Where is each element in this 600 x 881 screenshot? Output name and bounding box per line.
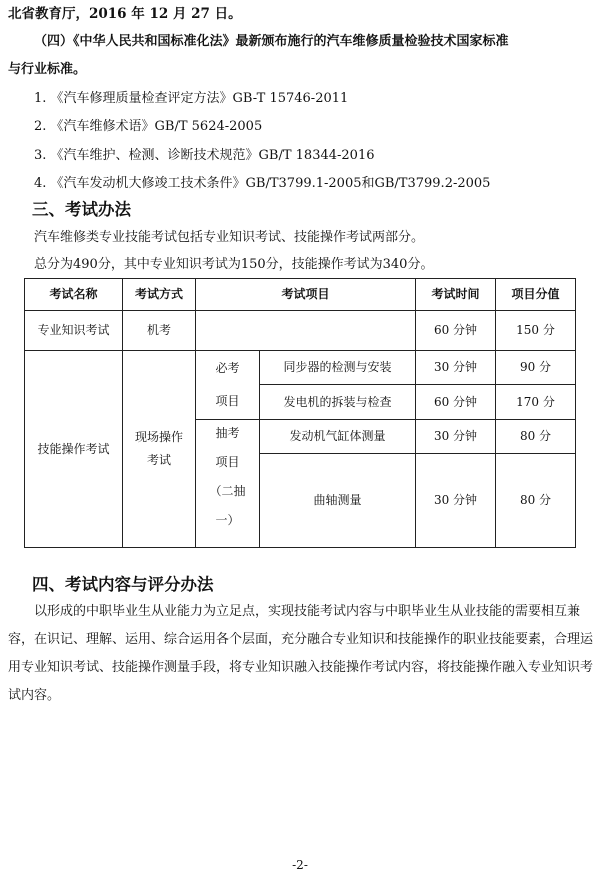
cell-item-3: 发动机气缸体测量 [260,420,416,454]
cell-item-4: 曲轴测量 [260,454,416,548]
cell-score-2: 170 分 [496,385,576,420]
section3-line2: 总分为490分，其中专业知识考试为150分，技能操作考试为340分。 [34,257,434,272]
cell-knowledge-item [196,311,416,351]
cell-score-1: 90 分 [496,351,576,385]
cell-time-1: 30 分钟 [416,351,496,385]
cell-item-1: 同步器的检测与安装 [260,351,416,385]
intro-line: 北省教育厅，2016 年 12 月 27 日。 [8,6,242,22]
cell-required-label [196,351,260,420]
cell-score-4: 80 分 [496,454,576,548]
table-row [25,351,576,385]
cell-elective-label [196,420,260,548]
cell-time-4: 30 分钟 [416,454,496,548]
section3-title: 三、考试办法 [32,200,131,219]
cell-knowledge-name: 专业知识考试 [25,311,123,351]
cell-knowledge-score: 150 分 [496,311,576,351]
elective-line3: （二抽 [209,484,246,498]
standard-item-1: 1. 《汽车修理质量检查评定方法》GB-T 15746-2011 [34,91,349,106]
standards-heading-line1: （四）《中华人民共和国标准化法》最新颁布施行的汽车维修质量检验技术国家标准 [34,34,509,49]
header-exam-method: 考试方式 [123,279,196,311]
cell-score-3: 80 分 [496,420,576,454]
cell-time-2: 60 分钟 [416,385,496,420]
exam-table [24,278,576,548]
cell-skill-name: 技能操作考试 [25,351,123,548]
cell-time-3: 30 分钟 [416,420,496,454]
standards-heading-line2: 与行业标准。 [8,62,87,77]
table-header-row [25,279,576,311]
standard-item-4: 4. 《汽车发动机大修竣工技术条件》GB/T3799.1-2005和GB/T3799.2-2005 [34,176,491,191]
table-row [25,311,576,351]
header-exam-time: 考试时间 [416,279,496,311]
section4-body: 以形成的中职毕业生从业能力为立足点，实现技能考试内容与中职毕业生从业技能的需要相互兼容，在识记、理解、运用、综合运用各个层面，充分融合专业知识和技能操作的职业技能要素，合理运用专业知识考试、技能操作测量手段，将专业知识融入技能操作考试内容，将技能操作融入专业知识考试内容。 [8,604,594,703]
page-number: -2- [292,858,308,872]
section3-line1: 汽车维修类专业技能考试包括专业知识考试、技能操作考试两部分。 [34,230,425,245]
section4-title: 四、考试内容与评分办法 [32,575,214,594]
elective-line2: 项目 [215,455,240,469]
header-exam-name: 考试名称 [25,279,123,311]
cell-knowledge-time: 60 分钟 [416,311,496,351]
elective-line4: 一） [215,513,240,527]
skill-method-line2: 考试 [146,453,171,467]
cell-skill-method [123,351,196,548]
standard-item-2: 2. 《汽车维修术语》GB/T 5624-2005 [34,119,263,134]
required-line2: 项目 [215,394,240,408]
header-exam-item: 考试项目 [196,279,416,311]
cell-knowledge-method: 机考 [123,311,196,351]
header-item-score: 项目分值 [496,279,576,311]
required-line1: 必考 [215,361,240,375]
standard-item-3: 3. 《汽车维护、检测、诊断技术规范》GB/T 18344-2016 [34,148,375,163]
elective-line1: 抽考 [215,426,240,440]
cell-item-2: 发电机的拆装与检查 [260,385,416,420]
skill-method-line1: 现场操作 [134,430,183,444]
